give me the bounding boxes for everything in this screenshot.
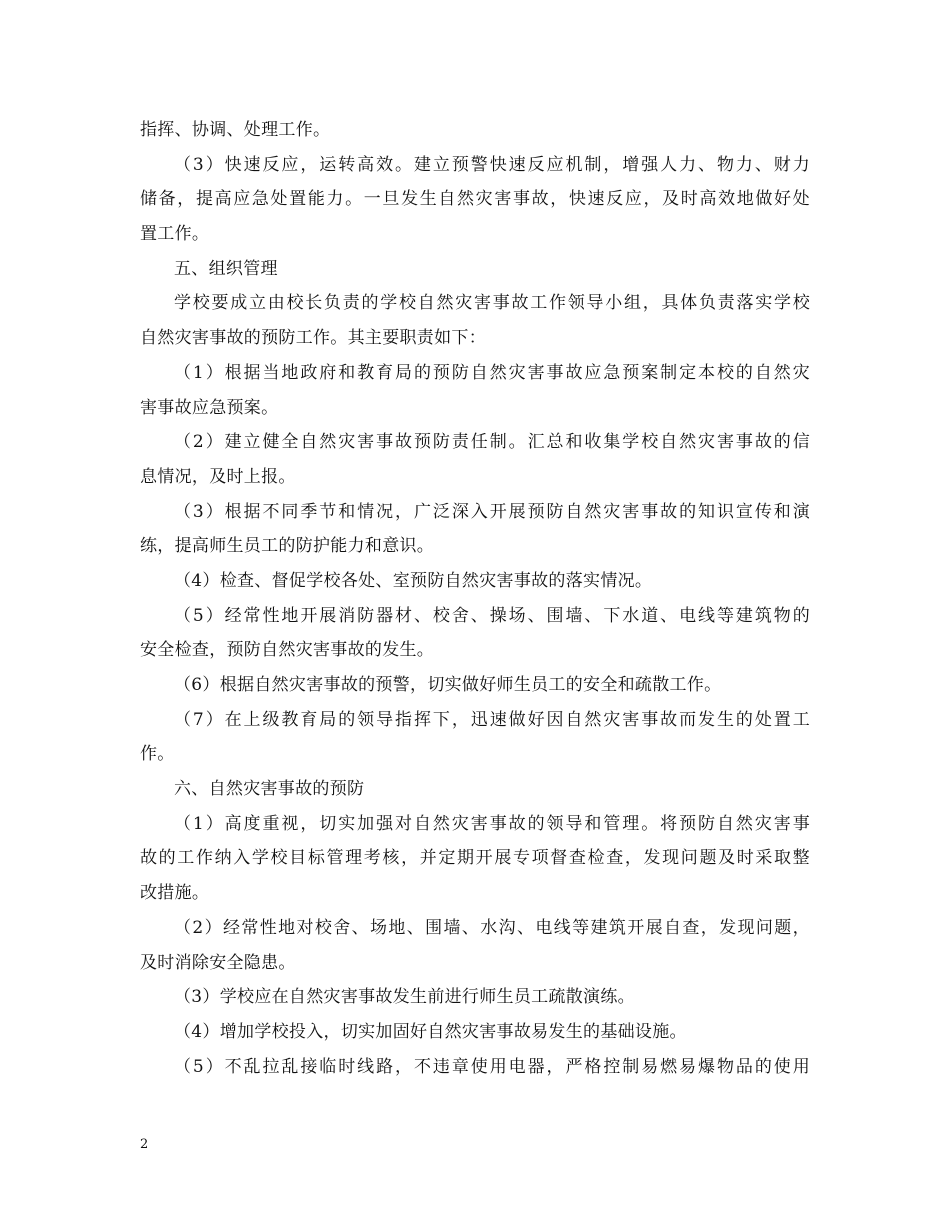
text-line: （5）经常性地开展消防器材、校舍、操场、围墙、下水道、电线等建筑物的: [174, 605, 810, 626]
text-line: 置工作。: [140, 224, 210, 245]
text-line: （1）高度重视，切实加强对自然灾害事故的领导和管理。将预防自然灾害事: [174, 813, 810, 834]
text-line: 害事故应急预案。: [140, 397, 279, 418]
text-line: 自然灾害事故的预防工作。其主要职责如下：: [140, 328, 486, 349]
text-line: （4）检查、督促学校各处、室预防自然灾害事故的落实情况。: [174, 570, 653, 591]
text-line: 改措施。: [140, 883, 210, 904]
text-line: 故的工作纳入学校目标管理考核，并定期开展专项督查检查，发现问题及时采取整: [140, 848, 810, 869]
text-line: （2）经常性地对校舍、场地、围墙、水沟、电线等建筑开展自查，发现问题，: [174, 917, 810, 938]
text-line: 五、组织管理: [174, 258, 278, 279]
text-line: 息情况，及时上报。: [140, 466, 296, 487]
document-body: [140, 113, 810, 1084]
text-line: （7）在上级教育局的领导指挥下，迅速做好因自然灾害事故而发生的处置工: [174, 709, 810, 730]
text-line: 练，提高师生员工的防护能力和意识。: [140, 536, 435, 557]
text-line: （1）根据当地政府和教育局的预防自然灾害事故应急预案制定本校的自然灾: [174, 362, 810, 383]
text-line: （6）根据自然灾害事故的预警，切实做好师生员工的安全和疏散工作。: [174, 675, 722, 695]
text-line: （4）增加学校投入，切实加固好自然灾害事故易发生的基础设施。: [174, 1021, 687, 1042]
text-line: （3）根据不同季节和情况，广泛深入开展预防自然灾害事故的知识宣传和演: [174, 501, 810, 522]
text-line: 六、自然灾害事故的预防: [174, 779, 365, 800]
text-line: 储备，提高应急处置能力。一旦发生自然灾害事故，快速反应，及时高效地做好处: [140, 189, 810, 210]
text-line: 指挥、协调、处理工作。: [140, 120, 331, 140]
text-line: 学校要成立由校长负责的学校自然灾害事故工作领导小组，具体负责落实学校: [174, 293, 810, 314]
page-number: 2: [140, 1137, 149, 1152]
text-line: （5）不乱拉乱接临时线路，不违章使用电器，严格控制易燃易爆物品的使用: [174, 1056, 810, 1077]
text-line: 作。: [140, 744, 175, 765]
text-line: （3）学校应在自然灾害事故发生前进行师生员工疏散演练。: [174, 987, 635, 1008]
text-line: （2）建立健全自然灾害事故预防责任制。汇总和收集学校自然灾害事故的信: [174, 432, 810, 453]
text-line: 及时消除安全隐患。: [140, 952, 296, 973]
text-line: （3）快速反应，运转高效。建立预警快速反应机制，增强人力、物力、财力: [174, 154, 810, 175]
text-line: 安全检查，预防自然灾害事故的发生。: [140, 640, 435, 661]
